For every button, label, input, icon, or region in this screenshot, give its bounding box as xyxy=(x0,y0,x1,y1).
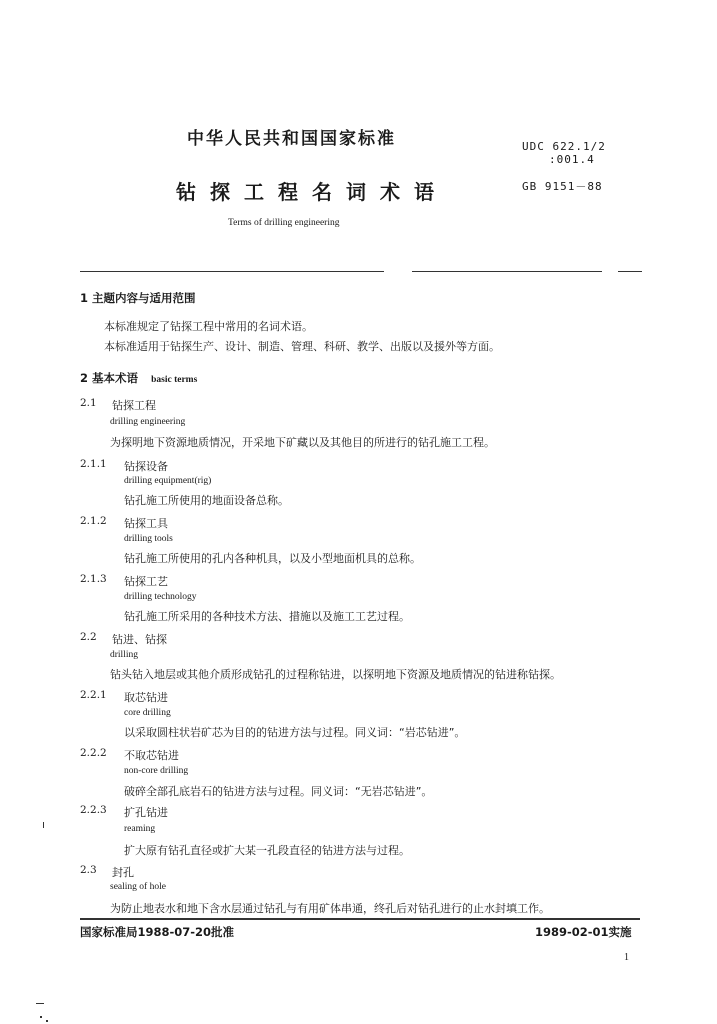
term-number: 2.3 xyxy=(80,864,97,876)
term-name-cn: 钻探工具 xyxy=(124,517,168,530)
term-name-cn: 取芯钻进 xyxy=(124,691,168,704)
term-name-en: drilling engineering xyxy=(110,417,186,427)
section1-paragraph-2: 本标准适用于钻探生产、设计、制造、管理、科研、教学、出版以及援外等方面。 xyxy=(104,340,500,353)
term-number: 2.2.3 xyxy=(80,804,107,816)
term-name-cn: 扩孔钻进 xyxy=(124,806,168,819)
udc-code-line1: UDC 622.1/2 xyxy=(522,140,606,153)
term-number: 2.1.1 xyxy=(80,458,107,470)
term-definition: 以采取圆柱状岩矿芯为目的的钻进方法与过程。同义词：“岩芯钻进”。 xyxy=(124,726,466,739)
term-number: 2.2 xyxy=(80,631,97,643)
page-number: 1 xyxy=(624,952,629,963)
term-definition: 为探明地下资源地质情况，开采地下矿藏以及其他目的所进行的钻孔施工工程。 xyxy=(110,436,495,449)
footer-rule xyxy=(80,918,640,920)
udc-code-line2: :001.4 xyxy=(549,153,595,166)
term-number: 2.2.1 xyxy=(80,689,107,701)
scan-speck xyxy=(46,1020,48,1022)
term-definition: 破碎全部孔底岩石的钻进方法与过程。同义词：“无岩芯钻进”。 xyxy=(124,785,433,798)
term-number: 2.1 xyxy=(80,397,97,409)
term-name-cn: 封孔 xyxy=(112,866,134,879)
header-rule-segment-1 xyxy=(80,271,384,272)
section2-heading-cn: 2 基本术语 xyxy=(80,371,139,385)
gb-number: GB 9151－88 xyxy=(522,180,603,193)
term-name-cn: 钻探工程 xyxy=(112,399,156,412)
term-definition: 钻孔施工所使用的孔内各种机具，以及小型地面机具的总称。 xyxy=(124,552,421,565)
header-rule-segment-2 xyxy=(412,271,602,272)
term-number: 2.2.2 xyxy=(80,747,107,759)
section1-heading: 1 主题内容与适用范围 xyxy=(80,291,196,305)
term-name-en: drilling equipment(rig) xyxy=(124,476,212,486)
term-name-en: sealing of hole xyxy=(110,882,166,892)
term-name-en: reaming xyxy=(124,824,156,834)
term-number: 2.1.3 xyxy=(80,573,107,585)
term-definition: 钻头钻入地层或其他介质形成钻孔的过程称钻进，以探明地下资源及地质情况的钻进称钻探。 xyxy=(110,668,561,681)
term-name-en: drilling tools xyxy=(124,534,173,544)
term-name-cn: 钻探工艺 xyxy=(124,575,168,588)
term-definition: 钻孔施工所采用的各种技术方法、措施以及施工工艺过程。 xyxy=(124,610,410,623)
term-definition: 为防止地表水和地下含水层通过钻孔与有用矿体串通，终孔后对钻孔进行的止水封填工作。 xyxy=(110,902,550,915)
effective-date: 1989-02-01实施 xyxy=(535,925,632,939)
header-rule-segment-3 xyxy=(618,271,642,272)
term-name-cn: 钻进、钻探 xyxy=(112,633,167,646)
term-name-en: core drilling xyxy=(124,708,171,718)
term-name-en: non-core drilling xyxy=(124,766,189,776)
approval-date: 国家标准局1988-07-20批准 xyxy=(80,925,235,939)
scan-speck xyxy=(43,822,44,828)
document-title-cn: 钻探工程名词术语 xyxy=(176,180,448,204)
section2-heading-en: basic terms xyxy=(151,375,198,385)
standard-title: 中华人民共和国国家标准 xyxy=(187,129,396,149)
scan-speck xyxy=(36,1003,44,1004)
term-definition: 钻孔施工所使用的地面设备总称。 xyxy=(124,494,289,507)
term-name-cn: 不取芯钻进 xyxy=(124,749,179,762)
section2-heading xyxy=(80,367,197,386)
term-name-en: drilling technology xyxy=(124,592,197,602)
section1-paragraph-1: 本标准规定了钻探工程中常用的名词术语。 xyxy=(104,320,313,333)
term-name-cn: 钻探设备 xyxy=(124,460,168,473)
scan-speck xyxy=(40,1016,42,1018)
term-definition: 扩大原有钻孔直径或扩大某一孔段直径的钻进方法与过程。 xyxy=(124,844,410,857)
term-name-en: drilling xyxy=(110,650,138,660)
term-number: 2.1.2 xyxy=(80,515,107,527)
document-title-en: Terms of drilling engineering xyxy=(228,218,340,228)
